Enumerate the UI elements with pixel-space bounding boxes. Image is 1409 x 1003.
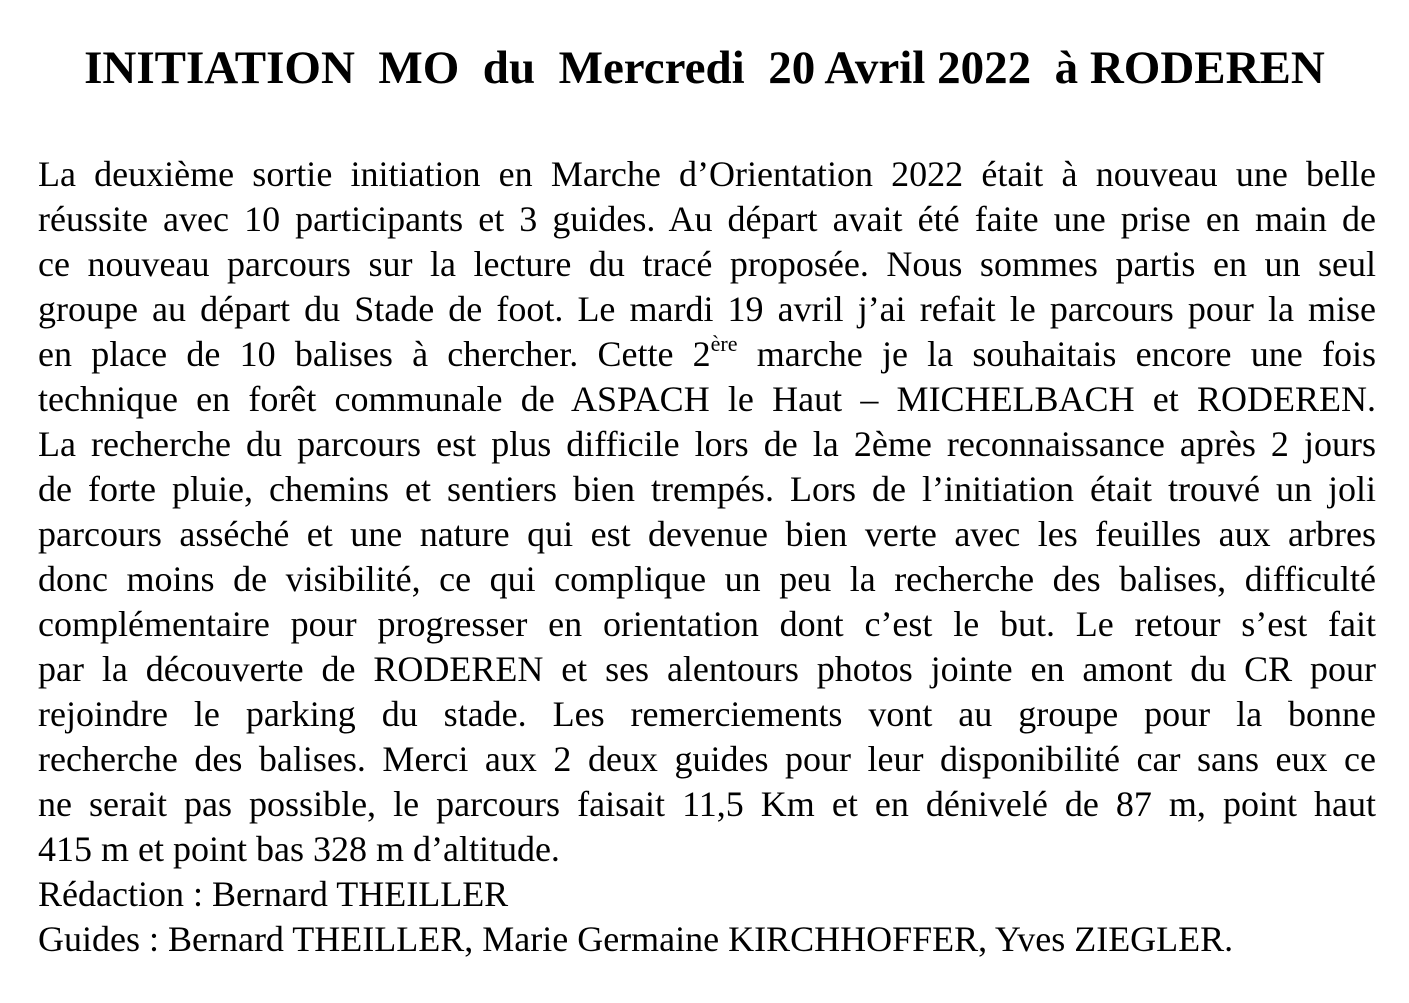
guides-credit: Guides : Bernard THEILLER, Marie Germaine KIRCHHOFFER, Yves ZIEGLER. <box>38 919 1234 959</box>
paragraph-line: parcours asséché et une nature qui est devenue bien verte avec les feuilles aux arbres <box>38 514 1376 554</box>
paragraph-line: ne serait pas possible, le parcours faisait 11,5 Km et en dénivelé de 87 m, point haut <box>38 784 1376 824</box>
paragraph-line <box>38 332 1376 377</box>
paragraph-line: réussite avec 10 participants et 3 guides. Au départ avait été faite une prise en main de <box>38 199 1376 239</box>
ordinal-superscript: ère <box>710 331 738 356</box>
paragraph-line: La deuxième sortie initiation en Marche d’Orientation 2022 était à nouveau une belle <box>38 154 1376 194</box>
paragraph-line: La recherche du parcours est plus difficile lors de la 2ème reconnaissance après 2 jours <box>38 424 1376 464</box>
paragraph-line-part: en place de 10 balises à chercher. Cette 2 <box>38 334 711 374</box>
paragraph-line: 415 m et point bas 328 m d’altitude. <box>38 829 560 869</box>
paragraph-line: technique en forêt communale de ASPACH le Haut – MICHELBACH et RODEREN. <box>38 379 1376 419</box>
paragraph-line: donc moins de visibilité, ce qui complique un peu la recherche des balises, difficulté <box>38 559 1376 599</box>
report-body <box>38 152 1376 962</box>
paragraph-line: rejoindre le parking du stade. Les remerciements vont au groupe pour la bonne <box>38 694 1376 734</box>
paragraph-line: de forte pluie, chemins et sentiers bien trempés. Lors de l’initiation était trouvé un joli <box>38 469 1376 509</box>
redaction-credit: Rédaction : Bernard THEILLER <box>38 874 509 914</box>
paragraph-line: par la découverte de RODEREN et ses alentours photos jointe en amont du CR pour <box>38 649 1376 689</box>
paragraph-line: complémentaire pour progresser en orientation dont c’est le but. Le retour s’est fait <box>38 604 1376 644</box>
paragraph-line: groupe au départ du Stade de foot. Le mardi 19 avril j’ai refait le parcours pour la mise <box>38 289 1376 329</box>
paragraph-line: ce nouveau parcours sur la lecture du tracé proposée. Nous sommes partis en un seul <box>38 244 1376 284</box>
paragraph-line-part: marche je la souhaitais encore une fois <box>737 334 1376 374</box>
paragraph-line: recherche des balises. Merci aux 2 deux guides pour leur disponibilité car sans eux ce <box>38 739 1376 779</box>
document-title: INITIATION MO du Mercredi 20 Avril 2022 à RODEREN <box>84 42 1325 94</box>
